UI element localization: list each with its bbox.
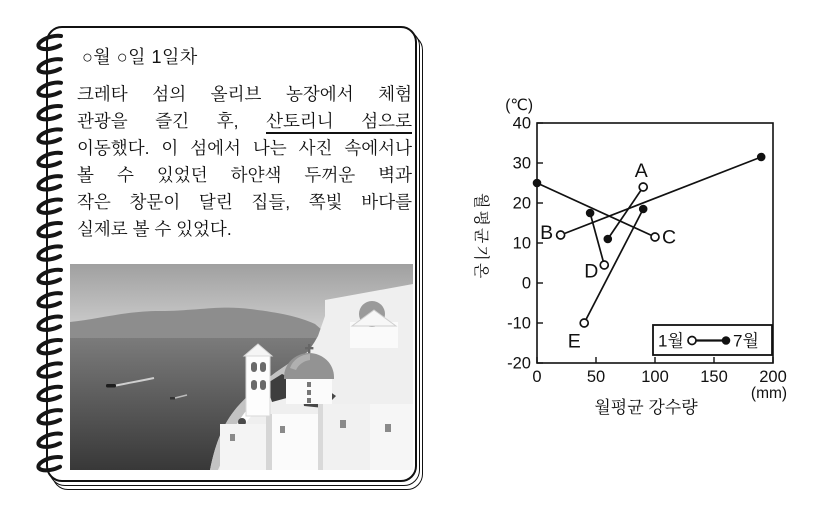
spiral-ring <box>38 83 61 96</box>
jan-point-D <box>600 261 608 269</box>
photo-drum-dot <box>307 390 311 395</box>
jul-point-D <box>586 209 595 218</box>
y-tick-label: -10 <box>507 314 531 333</box>
photo-window <box>340 420 346 428</box>
jul-point-C <box>533 179 542 188</box>
spiral-ring <box>38 223 61 236</box>
jan-point-C <box>651 233 659 241</box>
photo-drum-dot <box>307 398 311 403</box>
y-axis-title: 월평균기온 <box>472 193 489 281</box>
series-line-B <box>561 157 762 235</box>
photo-house <box>220 424 266 470</box>
spiral-ring <box>38 293 61 306</box>
spiral-ring <box>38 176 61 189</box>
photo-house-shade <box>318 404 323 470</box>
spiral-ring <box>38 457 61 470</box>
photo-bell-opening <box>260 380 266 390</box>
jul-point-E <box>639 205 648 214</box>
diary-line: 작은 창문이 달린 집들, 쪽빛 바다를 <box>77 192 412 212</box>
photo-house <box>370 404 413 470</box>
point-label-E: E <box>567 330 581 353</box>
photo-bell-opening <box>251 380 257 390</box>
point-label-C: C <box>661 226 677 249</box>
spiral-ring <box>38 59 61 72</box>
photo-house <box>266 414 318 470</box>
point-label-B: B <box>540 222 554 244</box>
spiral-binding <box>26 28 70 480</box>
x-axis-unit: (mm) <box>750 385 788 402</box>
series-line-A <box>608 187 643 239</box>
photo-bell-opening <box>251 362 257 372</box>
diary-line: 크레타 섬의 올리브 농장에서 체험 <box>77 84 412 104</box>
spiral-ring <box>38 246 61 259</box>
spiral-ring <box>38 340 61 353</box>
photo-window <box>280 426 285 433</box>
diary-text: 관광을 즐긴 후, <box>77 111 267 131</box>
spiral-ring <box>38 387 61 400</box>
photo-drum-dot <box>307 382 311 387</box>
photo-belltower <box>246 356 270 416</box>
diary-line: 이동했다. 이 섬에서 나는 사진 속에서나 <box>77 138 412 158</box>
diary-paragraph <box>77 81 412 243</box>
spiral-ring <box>38 270 61 283</box>
jan-point-E <box>580 319 588 327</box>
jul-point-B <box>757 153 766 162</box>
y-tick-label: 30 <box>512 154 531 173</box>
x-tick-label: 50 <box>586 368 606 386</box>
photo-dome-cross <box>305 347 313 349</box>
spiral-ring <box>38 153 61 166</box>
diary-line <box>77 108 412 135</box>
photo-bell-opening <box>260 362 266 372</box>
photo-house <box>318 404 370 470</box>
diary-line: 볼 수 있었던 하얀색 두꺼운 벽과 <box>77 165 412 185</box>
spiral-ring <box>38 129 61 142</box>
point-label-A: A <box>634 160 648 182</box>
y-tick-label: 20 <box>512 194 531 213</box>
climate-chart <box>465 80 827 440</box>
spiral-ring <box>38 410 61 423</box>
x-tick-label: 150 <box>700 368 728 386</box>
legend-jan-label: 1월 <box>658 331 684 351</box>
x-tick-label: 100 <box>641 368 669 386</box>
y-tick-label: 0 <box>521 274 531 293</box>
photo-boat <box>170 397 175 400</box>
y-tick-label: 40 <box>512 114 531 133</box>
spiral-ring <box>38 106 61 119</box>
spiral-ring <box>38 317 61 330</box>
y-tick-label: -20 <box>507 354 531 373</box>
notebook-page <box>46 26 417 482</box>
photo-window <box>230 434 235 441</box>
jan-point-B <box>557 231 565 239</box>
x-axis-title: 월평균 강수량 <box>594 398 698 417</box>
diary-line: 실제로 볼 수 있었다. <box>77 219 232 239</box>
jan-point-A <box>639 183 647 191</box>
y-tick-label: 10 <box>512 234 531 253</box>
spiral-ring <box>38 434 61 447</box>
photo-house-shade <box>266 414 272 470</box>
photo-boat <box>106 384 116 388</box>
legend-filled-circle-icon <box>722 336 731 345</box>
santorini-photo <box>70 264 413 470</box>
spiral-ring <box>38 36 61 49</box>
legend-jul-label: 7월 <box>733 331 759 351</box>
x-tick-label: 200 <box>759 368 787 386</box>
series-line-C <box>537 183 655 237</box>
y-axis-unit: (℃) <box>505 97 533 114</box>
jul-point-A <box>604 235 613 244</box>
x-tick-label: 0 <box>532 368 542 386</box>
spiral-ring <box>38 200 61 213</box>
diary-underlined-text: 산토리니 섬으로 <box>266 111 412 134</box>
spiral-ring <box>38 363 61 376</box>
legend-open-circle-icon <box>688 337 696 345</box>
point-label-D: D <box>584 260 599 283</box>
photo-window <box>385 424 391 432</box>
diary-date-header: ○월 ○일 1일차 <box>82 47 198 67</box>
